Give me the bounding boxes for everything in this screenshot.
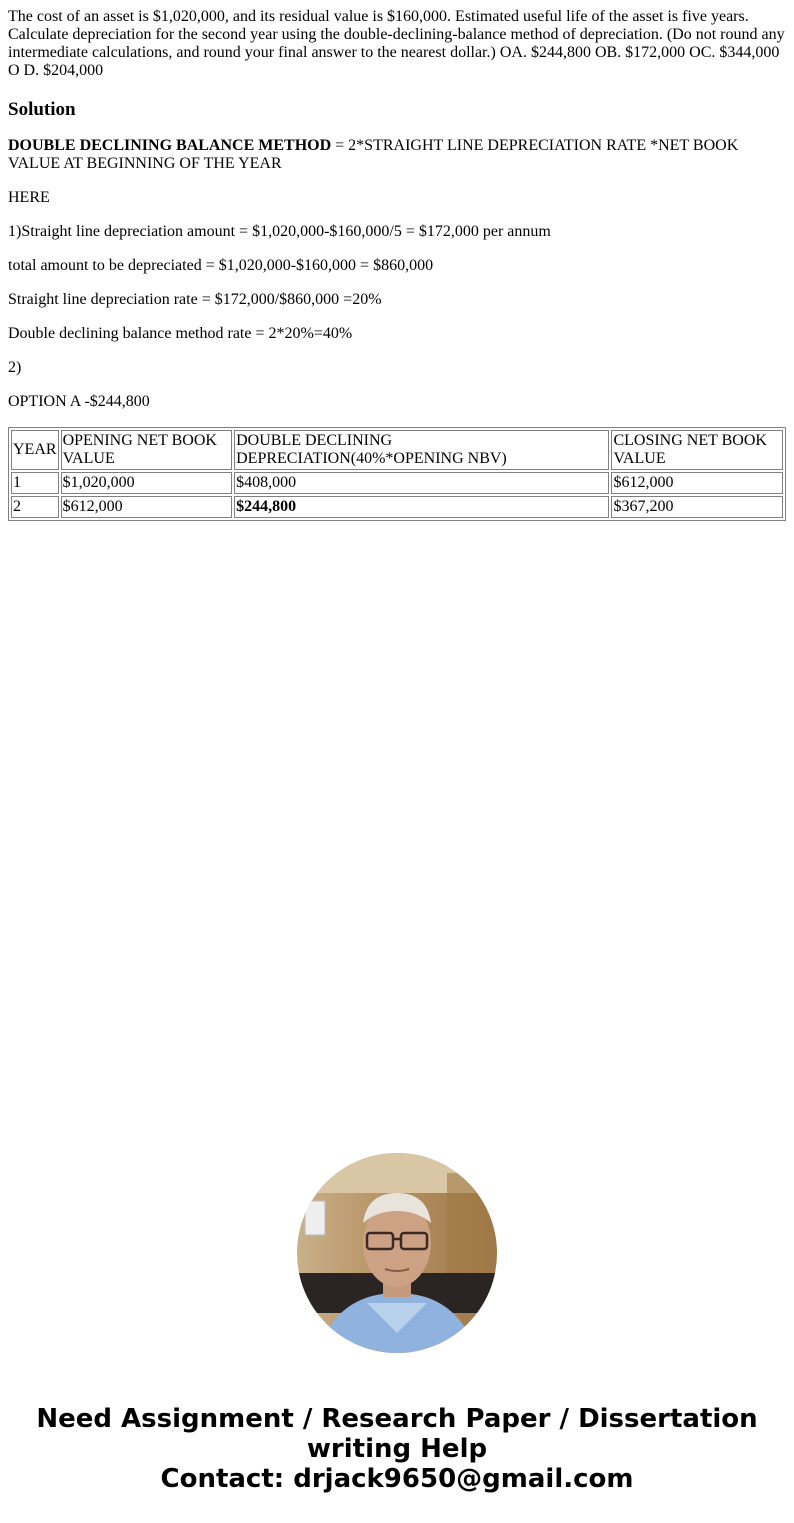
table-cell-answer bbox=[234, 496, 609, 518]
text-line: 2) bbox=[8, 359, 22, 376]
table-header-cell: OPENING NET BOOK VALUE bbox=[61, 430, 233, 470]
table-header-row bbox=[11, 430, 783, 470]
text-line: HERE bbox=[8, 189, 50, 206]
table-header-cell: DOUBLE DECLINING DEPRECIATION(40%*OPENING NBV) bbox=[234, 430, 609, 470]
depreciation-table bbox=[8, 427, 786, 521]
text-line: total amount to be depreciated = $1,020,000-$160,000 = $860,000 bbox=[8, 257, 434, 274]
table-cell: $1,020,000 bbox=[61, 472, 233, 494]
method-formula-rest: = 2*STRAIGHT LINE DEPRECIATION RATE *NET BOOK VALUE AT BEGINNING OF THE YEAR bbox=[8, 137, 739, 172]
text-line: Double declining balance method rate = 2*20%=40% bbox=[8, 325, 353, 342]
table-cell: 2 bbox=[11, 496, 59, 518]
table-cell: 1 bbox=[11, 472, 59, 494]
table-header-cell: CLOSING NET BOOK VALUE bbox=[611, 430, 783, 470]
promo-headline: Need Assignment / Research Paper / Dissertation writing Help bbox=[36, 1404, 758, 1464]
table-row bbox=[11, 472, 783, 494]
method-formula bbox=[8, 137, 786, 173]
author-photo bbox=[297, 1153, 497, 1353]
table-row bbox=[11, 496, 783, 518]
answer-line: OPTION A -$244,800 bbox=[8, 393, 150, 410]
table-cell: $612,000 bbox=[611, 472, 783, 494]
table-cell: $367,200 bbox=[611, 496, 783, 518]
text-line: Straight line depreciation rate = $172,000/$860,000 =20% bbox=[8, 291, 382, 308]
solution-heading: Solution bbox=[8, 99, 76, 120]
document-body bbox=[8, 8, 786, 521]
method-name: DOUBLE DECLINING BALANCE METHOD bbox=[8, 137, 332, 154]
promo-banner bbox=[0, 1404, 794, 1494]
table-cell: $408,000 bbox=[234, 472, 609, 494]
question-text: The cost of an asset is $1,020,000, and its residual value is $160,000. Estimated useful life of the asset is five years. Calculate depreciation for the second year using the double-declining-balance method of depreciation. (Do not round any intermediate calculations, and round your final answer to the nearest dollar.) OA. $244,800 OB. $172,000 OC. $344,000 O D. $204,000 bbox=[8, 8, 785, 79]
table-header-cell: YEAR bbox=[11, 430, 59, 470]
text-line: 1)Straight line depreciation amount = $1,020,000-$160,000/5 = $172,000 per annum bbox=[8, 223, 551, 240]
author-photo-image bbox=[297, 1153, 497, 1353]
table-cell: $612,000 bbox=[61, 496, 233, 518]
promo-contact: Contact: drjack9650@gmail.com bbox=[160, 1464, 634, 1494]
answer-value: $244,800 bbox=[236, 498, 297, 515]
